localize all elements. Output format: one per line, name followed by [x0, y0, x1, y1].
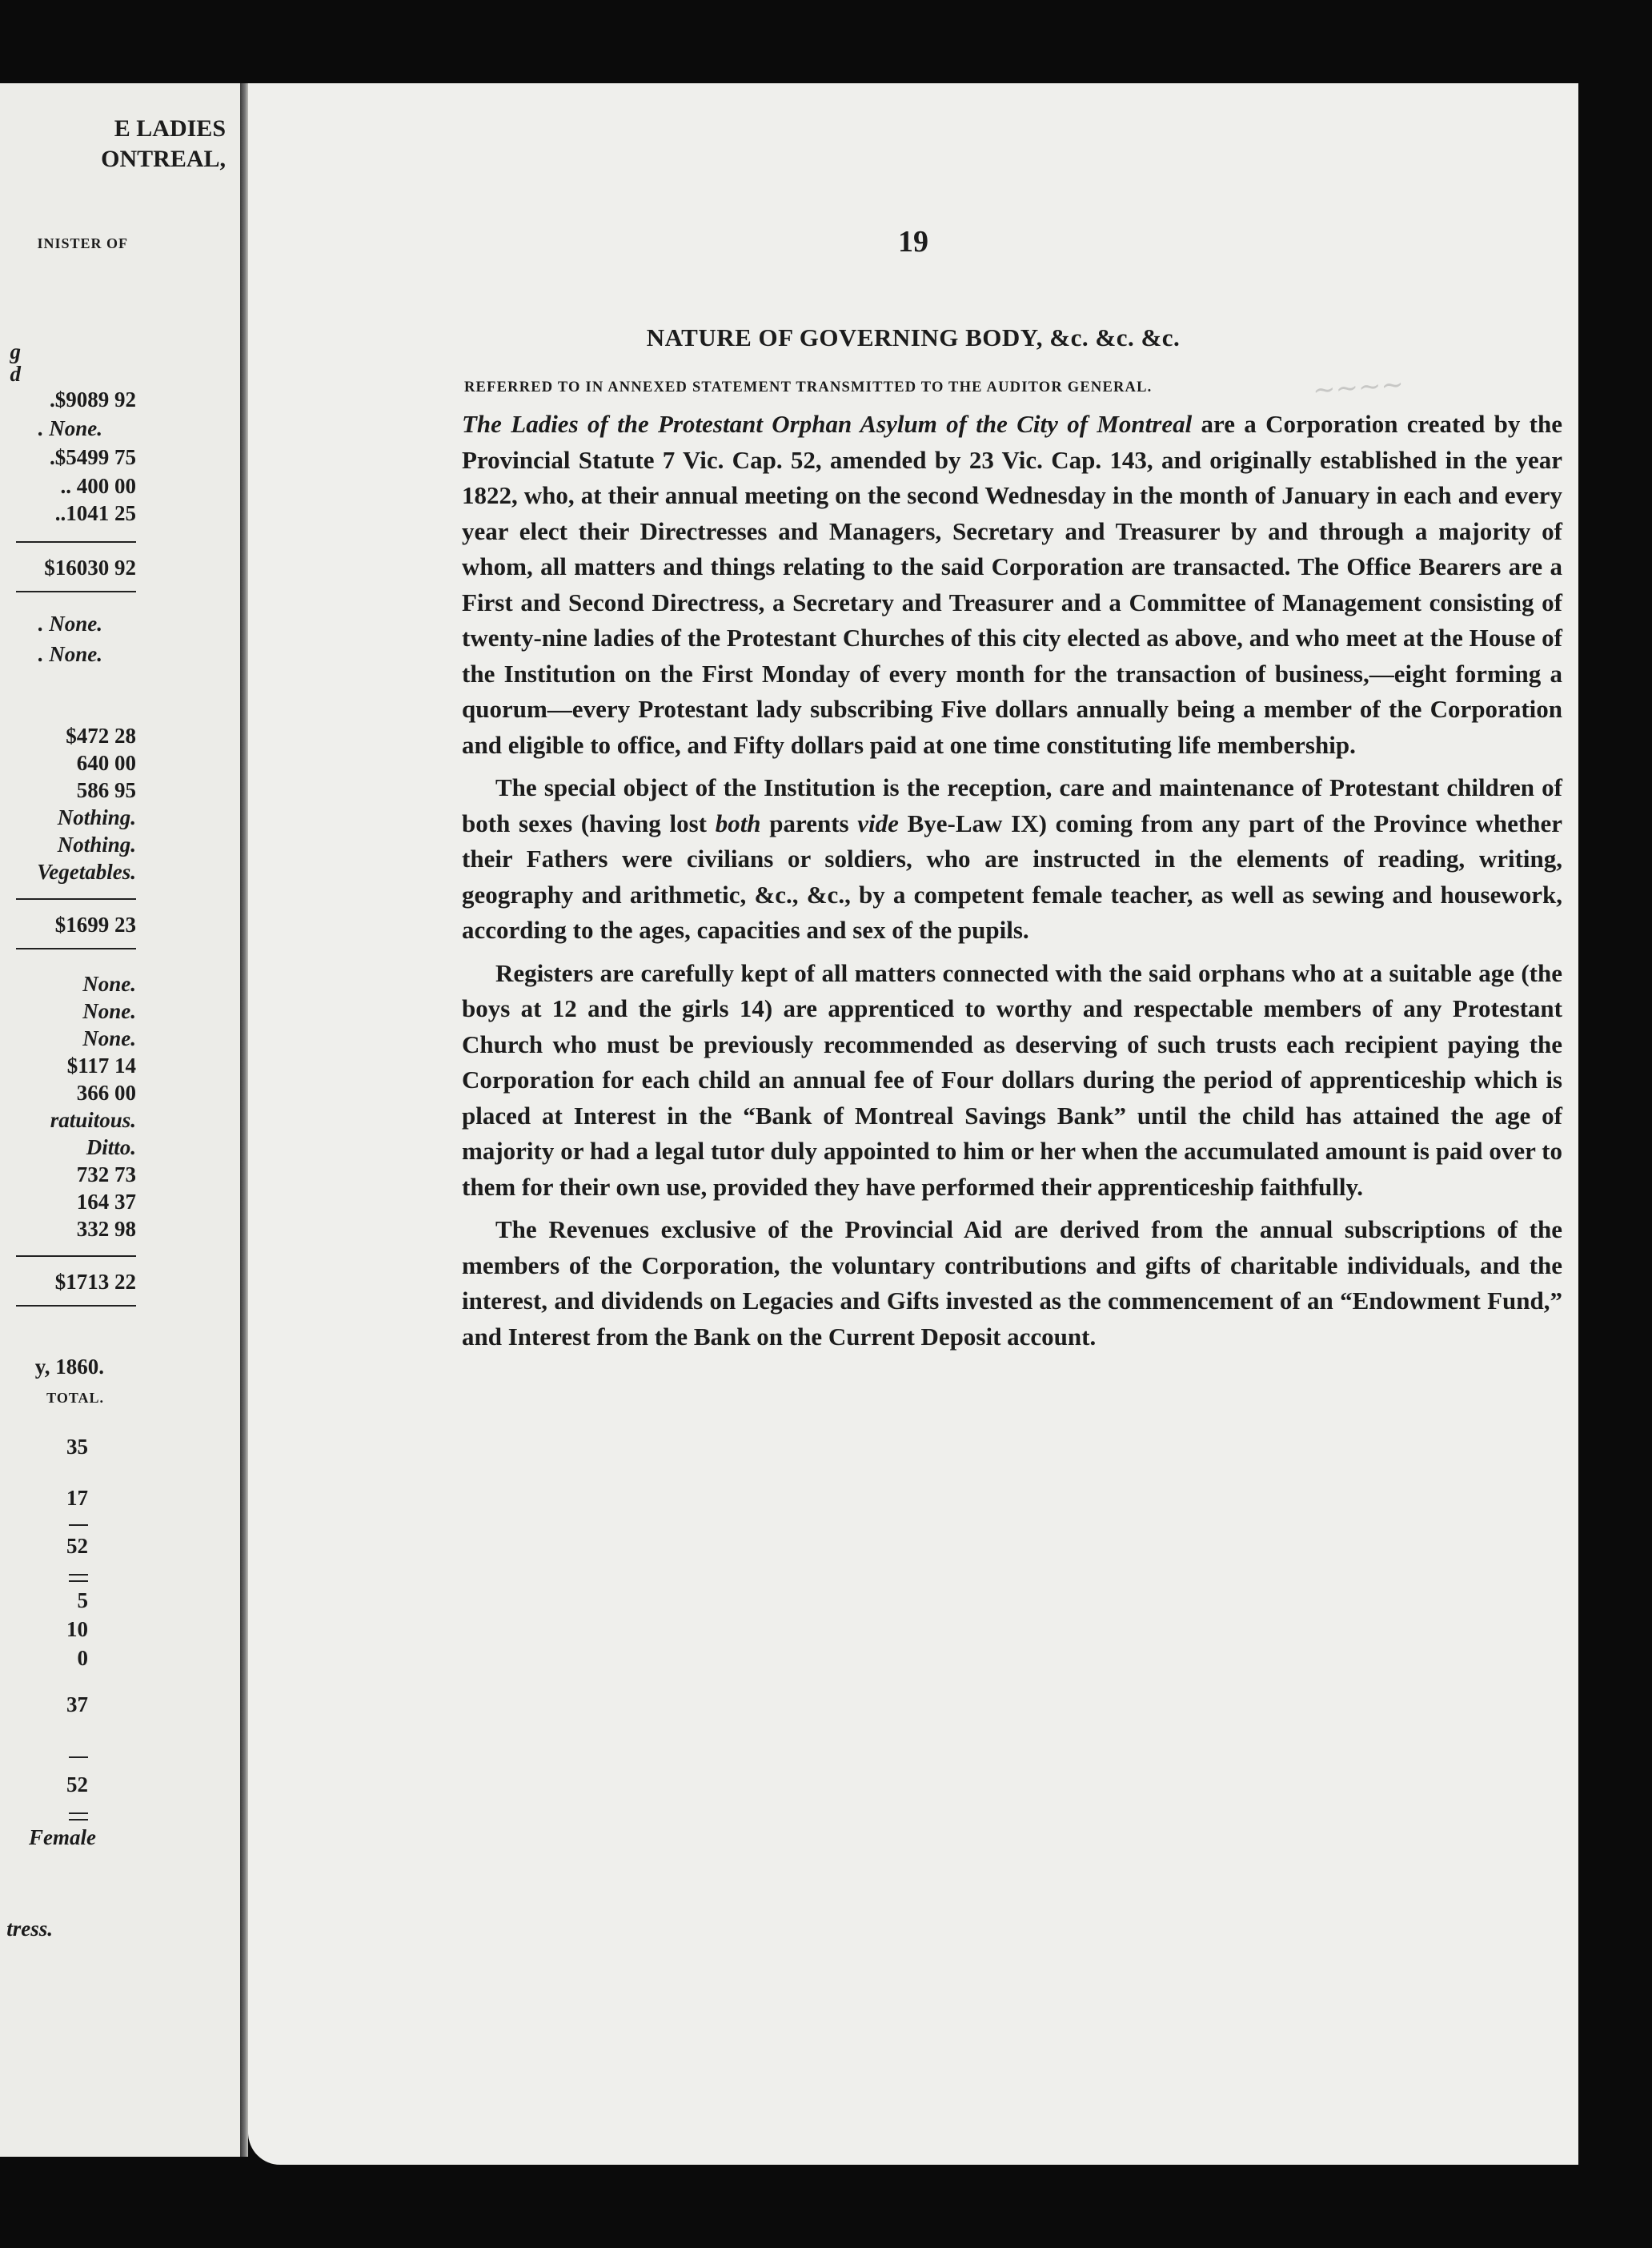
left-rule	[69, 1574, 88, 1576]
book-gutter	[240, 83, 248, 2157]
left-value: $472 28	[66, 724, 136, 748]
emphasis-vide: vide	[857, 809, 899, 837]
left-rule	[16, 541, 136, 543]
left-value: None.	[82, 1026, 136, 1050]
paragraph-2	[462, 770, 1562, 949]
left-female-label: Female	[29, 1825, 96, 1849]
left-value: ratuitous.	[50, 1108, 136, 1132]
page-title: NATURE OF GOVERNING BODY, &c. &c. &c.	[646, 323, 1181, 351]
left-header-line-2: ONTREAL,	[101, 146, 226, 172]
left-value: ..1041 25	[54, 501, 136, 525]
paragraph-2-text: Bye-Law IX) coming from any part of the Province whether their Fathers were civilians or soldiers, who are instructed in the elements of reading, writing, geography and arithmetic, &c., &c., by a competent female teacher, as well as sewing and housework, according to the ages, capacities and sex of the pupils.	[462, 809, 1563, 944]
body-text	[462, 407, 1562, 1362]
left-rule	[69, 1812, 88, 1814]
left-value: . None.	[38, 416, 102, 440]
left-total: $1713 22	[54, 1270, 136, 1294]
left-value: 732 73	[76, 1162, 136, 1186]
corporation-name: The Ladies of the Protestant Orphan Asylum of the City of Montreal	[462, 410, 1193, 438]
left-value: . None.	[38, 642, 102, 666]
paragraph-2-text: The special object of the Institution is the reception, care and maintenance of Protestant children of both sexes (having lost	[462, 773, 1562, 837]
left-value: Ditto.	[86, 1135, 136, 1159]
left-rule	[16, 1255, 136, 1257]
left-number: 10	[66, 1617, 88, 1641]
left-total: $16030 92	[44, 556, 136, 580]
main-page	[248, 83, 1578, 2165]
left-value: .$9089 92	[50, 387, 136, 411]
paragraph-2-text: parents	[760, 809, 858, 837]
left-number: 0	[77, 1646, 88, 1670]
left-number: 5	[77, 1588, 88, 1612]
paragraph-1-text: are a Corporation created by the Provincial Statute 7 Vic. Cap. 52, amended by 23 Vic. Cap. 143, and originally established in the year 1822, who, at their annual meeting on the second Wednesday in the month of January in each and every year elect their Directresses and Managers, Secretary and Treasurer by and through a majority of whom, all matters and things relating to the said Corporation are transacted. The Office Bearers are a First and Second Directress, a Secretary and Treasurer and a Committee of Management consisting of twenty-nine ladies of the Protestant Churches of this city elected as above, and who meet at the House of the Institution on the First Monday of every month for the transaction of business,—eight forming a quorum—every Protestant lady subscribing Five dollars annually being a member of the Corporation and eligible to office, and Fifty dollars paid at one time constituting life membership.	[462, 410, 1563, 759]
left-value: 586 95	[76, 778, 136, 802]
page-subtitle: REFERRED TO IN ANNEXED STATEMENT TRANSMITTED TO THE AUDITOR GENERAL.	[464, 379, 1153, 395]
left-value: None.	[82, 972, 136, 996]
left-value: 640 00	[76, 751, 136, 775]
left-value: 332 98	[76, 1217, 136, 1241]
left-rule	[69, 1756, 88, 1758]
emphasis-both: both	[715, 809, 761, 837]
left-value: 164 37	[76, 1190, 136, 1214]
left-value: .. 400 00	[60, 474, 136, 498]
left-number: 17	[66, 1486, 88, 1510]
page-number: 19	[898, 225, 928, 259]
left-col-head-2: d	[10, 362, 21, 386]
left-number: 52	[66, 1534, 88, 1558]
left-total: $1699 23	[54, 913, 136, 937]
bleed-through-marks: ∼∼∼∼	[1311, 370, 1405, 406]
left-rule	[16, 1305, 136, 1307]
left-rule	[69, 1819, 88, 1820]
left-value: . None.	[38, 612, 102, 636]
scan-border	[1578, 83, 1652, 2165]
left-date: y, 1860.	[34, 1355, 104, 1379]
previous-page-fragment	[0, 83, 240, 2157]
left-value: Vegetables.	[37, 860, 136, 884]
left-total-head: TOTAL.	[46, 1390, 104, 1406]
left-value: $117 14	[66, 1054, 136, 1078]
left-rule	[16, 898, 136, 900]
left-number: 37	[66, 1692, 88, 1716]
left-rule	[16, 948, 136, 949]
left-value: None.	[82, 999, 136, 1023]
paragraph-1	[462, 407, 1562, 763]
left-value: 366 00	[76, 1081, 136, 1105]
left-rule	[69, 1580, 88, 1582]
paragraph-3: Registers are carefully kept of all matters connected with the said orphans who at a suitable age (the boys at 12 and the girls 14) are apprenticed to worthy and respectable members of any Protestant Church who must be previously recommended as deserving of such trusts each recipient paying the Corporation for each child an annual fee of Four dollars during the period of apprenticeship which is placed at Interest in the “Bank of Montreal Savings Bank” until the child has attained the age of majority or had a legal tutor duly appointed to him or her when the accumulated amount is paid over to them for their own use, provided they have performed their apprenticeship faithfully.	[462, 958, 1562, 1201]
left-value: Nothing.	[57, 833, 136, 857]
left-header-line-3: INISTER OF	[37, 235, 128, 251]
left-number: 52	[66, 1772, 88, 1796]
left-value: .$5499 75	[50, 445, 136, 469]
left-header-line-1: E LADIES	[114, 115, 226, 142]
left-tress-label: tress.	[6, 1917, 53, 1941]
left-rule	[16, 591, 136, 592]
left-value: Nothing.	[57, 805, 136, 829]
paragraph-4: The Revenues exclusive of the Provincial Aid are derived from the annual subscriptions of the members of the Corporation, the voluntary contributions and gifts of charitable individuals, and the interest, and dividends on Legacies and Gifts invested as the commencement of an “Endowment Fund,” and Interest from the Bank on the Current Deposit account.	[462, 1215, 1562, 1351]
left-number: 35	[66, 1435, 88, 1459]
left-rule	[69, 1524, 88, 1526]
left-col-head-1: g	[10, 339, 21, 363]
